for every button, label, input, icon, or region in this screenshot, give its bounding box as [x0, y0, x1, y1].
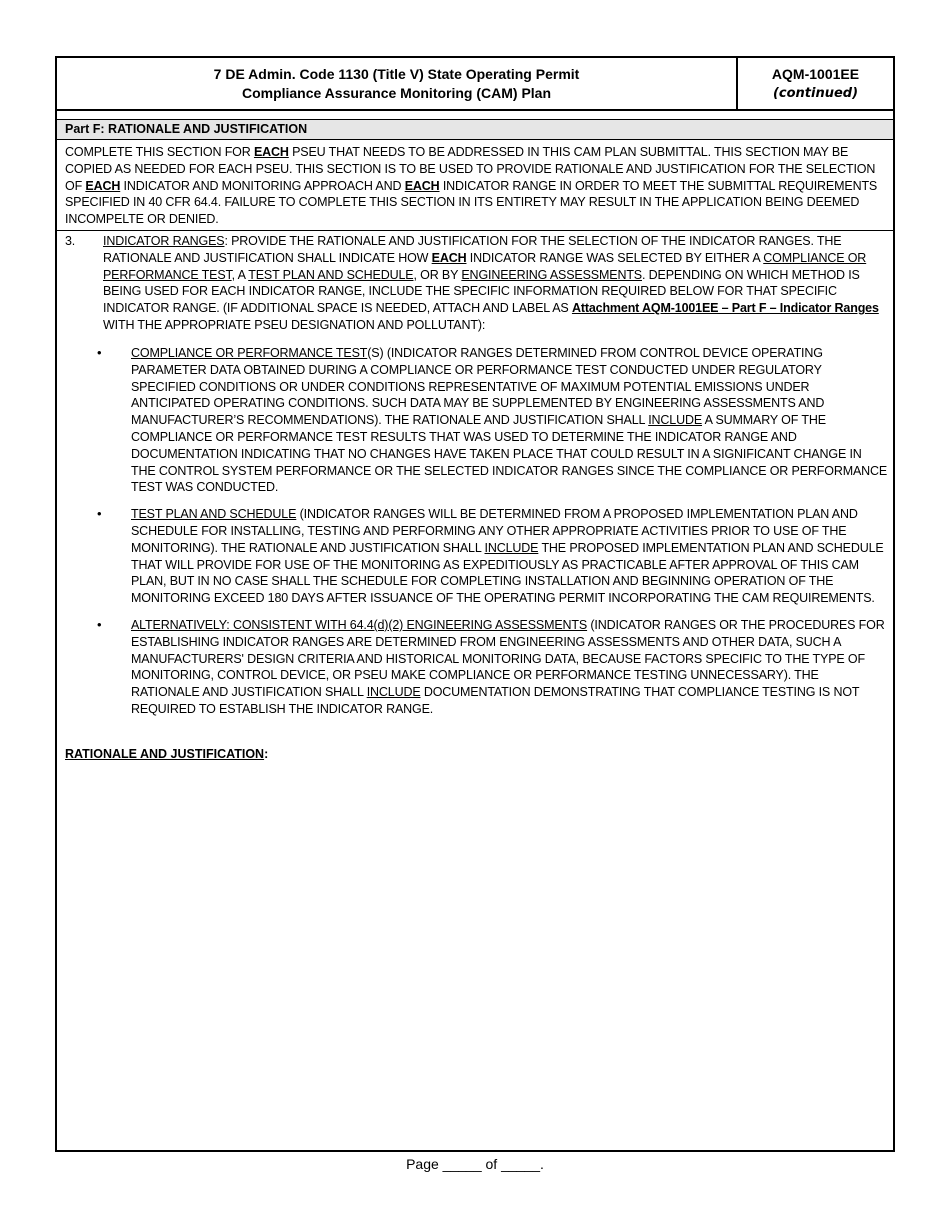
item-3-indicator-ranges	[65, 233, 889, 334]
emphasis-each: EACH	[253, 145, 289, 159]
intro-text: COMPLETE THIS SECTION FOR	[65, 145, 254, 159]
item-text: , OR BY	[413, 267, 462, 282]
bullet-text: THE PROPOSED IMPLEMENTATION PLAN AND SCHEDULE THAT WILL PROVIDE FOR USE OF THE MONITORING AS EXPEDITIOUSLY AS PRACTICABLE AFTER APPROVAL OF THIS CAM PLAN, BUT IN NO CASE SHALL THE SCHEDULE FOR COMPLETING INSTALLATION AND BEGINNING OPERATION OF THE MONITORING EXCEED 180 DAYS AFTER ISSUANCE OF THE OPERATING PERMIT INCORPORATING THE CAM REQUIREMENTS.	[131, 540, 884, 606]
part-heading: Part F: RATIONALE AND JUSTIFICATION	[57, 119, 893, 140]
bullet-engineering-assessments	[95, 617, 889, 718]
item-text: WITH THE APPROPRIATE PSEU DESIGNATION AND POLLUTANT):	[103, 317, 486, 332]
emphasis-each: EACH	[431, 250, 467, 265]
rationale-field-label	[65, 746, 268, 763]
form-id-cell	[738, 58, 893, 109]
form-status: (continued)	[772, 86, 859, 101]
method-bullet-list	[95, 345, 889, 728]
section-divider	[57, 230, 893, 231]
form-title	[57, 58, 738, 109]
rationale-label-text: RATIONALE AND JUSTIFICATION	[65, 747, 265, 761]
form-frame	[55, 56, 895, 1152]
bullet-title: ALTERNATIVELY: CONSISTENT WITH 64.4(d)(2) ENGINEERING ASSESSMENTS	[131, 617, 588, 632]
item-3-title: INDICATOR RANGES	[103, 234, 225, 248]
intro-paragraph	[65, 144, 889, 228]
bullet-text: (S) (INDICATOR RANGES DETERMINED FROM CONTROL DEVICE OPERATING PARAMETER DATA OBTAINED DURING A COMPLIANCE OR PERFORMANCE TEST CONDUCTED UNDER REGULATORY SPECIFIED CONDITIONS OR UNDER CONDITIONS REPRESENTATIVE OF MAXIMUM POTENTIAL EMISSIONS UNDER ANTICIPATED OPERATING CONDITIONS. SUCH DATA MAY BE SUPPLEMENTED BY ENGINEERING ASSESSMENTS AND MANUFACTURER’S RECOMMENDATIONS). THE RATIONALE AND JUSTIFICATION SHALL	[131, 346, 825, 428]
bullet-dot: •	[97, 506, 102, 522]
item-number: 3.	[65, 234, 76, 248]
intro-text: INDICATOR RANGE IN ORDER TO MEET THE SUBMITTAL REQUIREMENTS SPECIFIED IN 40 CFR 64.4. FAILURE TO COMPLETE THIS SECTION IN ITS ENTIRETY MAY RESULT IN THE APPLICATION BEING DEEMED INCOMPELTE OR DENIED.	[65, 178, 878, 227]
title-line-1: 7 DE Admin. Code 1130 (Title V) State Operating Permit	[213, 66, 580, 82]
method-test-plan: TEST PLAN AND SCHEDULE	[248, 267, 414, 282]
page-footer: Page _____ of _____.	[406, 1156, 544, 1172]
method-compliance-test: COMPLIANCE OR PERFORMANCE TEST	[103, 250, 867, 282]
include-keyword: INCLUDE	[366, 685, 421, 700]
form-code: AQM-1001EE	[771, 66, 860, 82]
attachment-label: Attachment AQM-1001EE – Part F – Indicator Ranges	[571, 301, 879, 316]
intro-text: PSEU THAT NEEDS TO BE ADDRESSED IN THIS CAM PLAN SUBMITTAL. THIS SECTION MAY BE COPIED AS NEEDED FOR EACH PSEU. THIS SECTION IS TO BE USED TO PROVIDE RATIONALE AND JUSTIFICATION FOR THE SELECTION OF	[65, 145, 876, 193]
rationale-colon: :	[264, 747, 269, 761]
bullet-test-plan	[95, 506, 889, 607]
title-line-2: Compliance Assurance Monitoring (CAM) Plan	[241, 85, 552, 101]
item-text: INDICATOR RANGE WAS SELECTED BY EITHER A	[466, 250, 764, 265]
item-3-text	[103, 233, 889, 334]
method-engineering-assessments: ENGINEERING ASSESSMENTS	[461, 267, 642, 282]
bullet-dot: •	[97, 345, 102, 360]
include-keyword: INCLUDE	[484, 540, 539, 555]
bullet-text: DOCUMENTATION DEMONSTRATING THAT COMPLIANCE TESTING IS NOT REQUIRED TO ESTABLISH THE INDICATOR RANGE.	[131, 685, 860, 716]
item-text: , A	[231, 267, 249, 282]
emphasis-each: EACH	[404, 178, 440, 193]
intro-text: INDICATOR AND MONITORING APPROACH AND	[120, 178, 405, 193]
bullet-text: (INDICATOR RANGES OR THE PROCEDURES FOR ESTABLISHING INDICATOR RANGES ARE DETERMINED FROM ENGINEERING ASSESSMENTS AND OTHER DATA, SUCH A MANUFACTURERS' DESIGN CRITERIA AND HISTORICAL MONITORING DATA, BECAUSE FACTORS SPECIFIC TO THE TYPE OF MONITORING, CONTROL DEVICE, OR PSEU MAKE COMPLIANCE OR PERFORMANCE TESTING UNNECESSARY). THE RATIONALE AND JUSTIFICATION SHALL	[131, 617, 885, 700]
include-keyword: INCLUDE	[648, 413, 703, 428]
bullet-compliance-test	[95, 345, 889, 496]
bullet-title: TEST PLAN AND SCHEDULE	[131, 507, 297, 522]
bullet-text: (INDICATOR RANGES WILL BE DETERMINED FROM A PROPOSED IMPLEMENTATION PLAN AND SCHEDULE FOR INSTALLING, TESTING AND PERFORMING ANY OTHER APPROPRIATE ACTIVITIES PRIOR TO USE OF THE MONITORING). THE RATIONALE AND JUSTIFICATION SHALL	[131, 507, 858, 555]
form-header	[57, 58, 893, 111]
bullet-dot: •	[97, 616, 102, 632]
item-text: . DEPENDING ON WHICH METHOD IS BEING USED FOR EACH INDICATOR RANGE, INCLUDE THE SPECIFIC INFORMATION REQUIRED BELOW FOR THAT SPECIFIC INDICATOR RANGE. (IF ADDITIONAL SPACE IS NEEDED, ATTACH AND LABEL AS	[103, 267, 860, 316]
emphasis-each: EACH	[85, 178, 121, 193]
bullet-text: A SUMMARY OF THE COMPLIANCE OR PERFORMANCE TEST RESULTS THAT WAS USED TO DETERMINE THE INDICATOR RANGE AND DOCUMENTATION INDICATING THAT NO CHANGES HAVE TAKEN PLACE THAT COULD RESULT IN A SIGNIFICANT CHANGE IN THE CONTROL SYSTEM PERFORMANCE OR THE SELECTED INDICATOR RANGES SINCE THE COMPLIANCE OR PERFORMANCE TEST WAS CONDUCTED.	[131, 413, 888, 495]
item-text: : PROVIDE THE RATIONALE AND JUSTIFICATION FOR THE SELECTION OF THE INDICATOR RANGES. THE RATIONALE AND JUSTIFICATION SHALL INDICATE HOW	[103, 234, 842, 265]
bullet-title: COMPLIANCE OR PERFORMANCE TEST	[131, 346, 368, 360]
